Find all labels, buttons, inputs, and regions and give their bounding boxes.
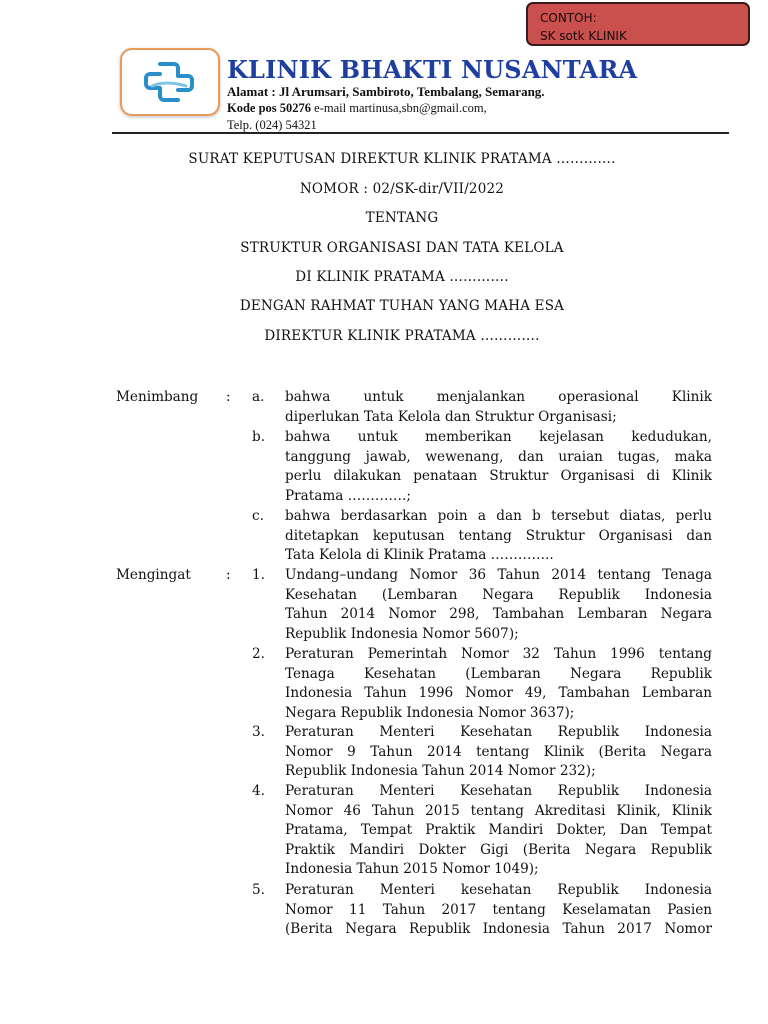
mengingat-marker: 5.	[252, 882, 265, 898]
mengingat-marker: 3.	[252, 724, 265, 740]
menimbang-item: bahwa untuk menjalankan operasional Klinik diperlukan Tata Kelola dan Struktur Organisasi;	[285, 389, 712, 425]
menimbang-item: bahwa untuk memberikan kejelasan kedudukan, tanggung jawab, wewenang, dan uraian tugas, maka perlu dilakukan penataan Struktur Organisasi di Klinik Pratama ………….;	[285, 429, 712, 504]
stamp-line-2: SK sotk KLINIK	[540, 29, 627, 43]
decree-blessing: DENGAN RAHMAT TUHAN YANG MAHA ESA	[239, 298, 565, 314]
menimbang-marker: a.	[252, 389, 265, 405]
mengingat-item: Peraturan Menteri Kesehatan Republik Indonesia Nomor 9 Tahun 2014 tentang Klinik (Berita Negara Republik Indonesia Tahun 2014 Nomor 232);	[285, 724, 712, 780]
menimbang-marker: c.	[252, 508, 264, 524]
decree-title: SURAT KEPUTUSAN DIREKTUR KLINIK PRATAMA ………….	[188, 151, 616, 167]
clinic-postal-email	[227, 100, 487, 116]
decree-subject: STRUKTUR ORGANISASI DAN TATA KELOLA	[240, 240, 564, 256]
decree-issuer: DIREKTUR KLINIK PRATAMA ………….	[264, 328, 540, 344]
menimbang-label: Menimbang	[116, 389, 199, 405]
mengingat-colon: :	[226, 567, 231, 583]
clinic-logo	[120, 48, 220, 116]
mengingat-marker: 2.	[252, 646, 265, 662]
clinic-address: Alamat : Jl Arumsari, Sambiroto, Tembalang, Semarang.	[227, 84, 545, 99]
mengingat-label: Mengingat	[116, 567, 191, 583]
menimbang-item: bahwa berdasarkan poin a dan b tersebut diatas, perlu ditetapkan keputusan tentang Struktur Organisasi dan Tata Kelola di Klinik Pratama …………..	[285, 508, 712, 564]
stamp-line-1: CONTOH:	[540, 11, 597, 25]
mengingat-item: Peraturan Pemerintah Nomor 32 Tahun 1996 tentang Tenaga Kesehatan (Lembaran Negara Republik Indonesia Tahun 1996 Nomor 49, Tambahan Lembaran Negara Republik Indonesia Nomor 3637);	[285, 646, 712, 721]
mengingat-marker: 1.	[252, 567, 265, 583]
menimbang-marker: b.	[252, 429, 266, 445]
decree-about: TENTANG	[365, 210, 439, 226]
clinic-phone: Telp. (024) 54321	[227, 118, 317, 132]
decree-location: DI KLINIK PRATAMA ………….	[295, 269, 509, 285]
postal-code: Kode pos 50276	[227, 101, 312, 115]
example-stamp	[526, 2, 750, 46]
mengingat-item: Undang–undang Nomor 36 Tahun 2014 tentang Tenaga Kesehatan (Lembaran Negara Republik Indonesia Tahun 2014 Nomor 298, Tambahan Lembaran Negara Republik Indonesia Nomor 5607);	[285, 567, 712, 642]
menimbang-colon: :	[226, 389, 231, 405]
mengingat-item: Peraturan Menteri Kesehatan Republik Indonesia Nomor 46 Tahun 2015 tentang Akreditasi Klinik, Klinik Pratama, Tempat Praktik Mandiri Dokter, Dan Tempat Praktik Mandiri Dokter Gigi (Berita Negara Republik Indonesia Tahun 2015 Nomor 1049);	[285, 783, 712, 878]
clinic-name: KLINIK BHAKTI NUSANTARA	[227, 55, 638, 84]
decree-number: NOMOR : 02/SK-dir/VII/2022	[299, 181, 505, 197]
email: e-mail martinusa,sbn@gmail.com,	[311, 101, 487, 115]
mengingat-item: Peraturan Menteri kesehatan Republik Indonesia Nomor 11 Tahun 2017 tentang Keselamatan Pasien (Berita Negara Republik Indonesia Tahun 2017 Nomor	[285, 882, 712, 938]
header-divider	[112, 132, 729, 134]
mengingat-marker: 4.	[252, 783, 265, 799]
medical-cross-icon	[122, 50, 218, 114]
